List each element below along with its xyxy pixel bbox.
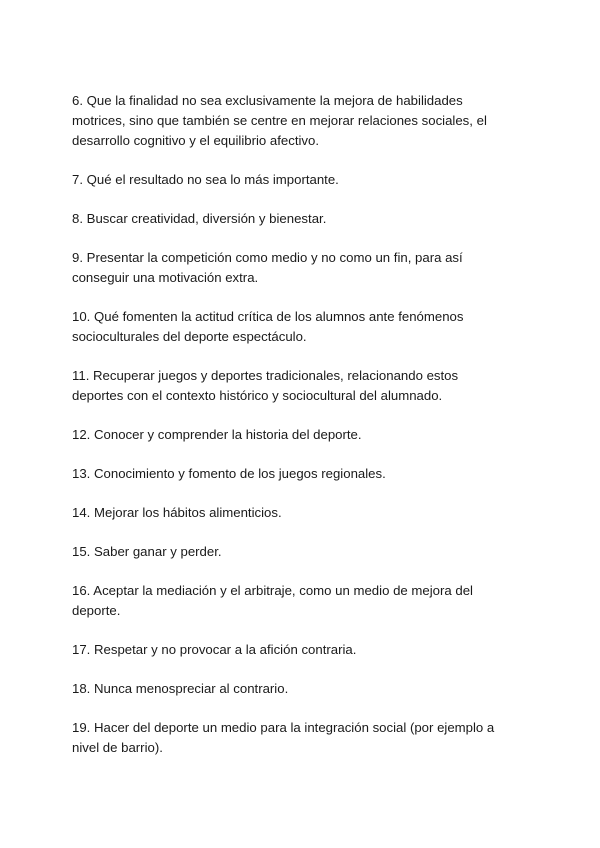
list-item-9 [72, 248, 532, 288]
list-item-line: deportes con el contexto histórico y sociocultural del alumnado. [72, 388, 443, 403]
list-item-line: 11. Recuperar juegos y deportes tradicionales, relacionando estos [72, 368, 459, 383]
list-item-line: 19. Hacer del deporte un medio para la integración social (por ejemplo a [72, 720, 495, 735]
list-item-line: 10. Qué fomenten la actitud crítica de los alumnos ante fenómenos [72, 309, 464, 324]
list-item-line: conseguir una motivación extra. [72, 270, 259, 285]
list-item-line: 18. Nunca menospreciar al contrario. [72, 681, 289, 696]
list-item-line: 7. Qué el resultado no sea lo más importante. [72, 172, 339, 187]
list-item-14 [72, 503, 532, 523]
list-item-line: 13. Conocimiento y fomento de los juegos regionales. [72, 466, 386, 481]
list-item-line: desarrollo cognitivo y el equilibrio afectivo. [72, 133, 320, 148]
list-item-6 [72, 91, 532, 151]
list-item-line: nivel de barrio). [72, 740, 163, 755]
list-item-15 [72, 542, 532, 562]
list-item-12 [72, 425, 532, 445]
list-item-line: 15. Saber ganar y perder. [72, 544, 222, 559]
list-item-13 [72, 464, 532, 484]
list-item-line: 14. Mejorar los hábitos alimenticios. [72, 505, 282, 520]
list-item-line: 9. Presentar la competición como medio y no como un fin, para así [72, 250, 463, 265]
list-item-11 [72, 366, 532, 406]
list-item-16 [72, 581, 532, 621]
list-item-8 [72, 209, 532, 229]
list-item-17 [72, 640, 532, 660]
list-item-line: 17. Respetar y no provocar a la afición contraria. [72, 642, 357, 657]
list-item-10 [72, 307, 532, 347]
list-item-line: socioculturales del deporte espectáculo. [72, 329, 307, 344]
list-item-19 [72, 718, 532, 758]
list-item-line: 6. Que la finalidad no sea exclusivamente la mejora de habilidades [72, 93, 463, 108]
list-item-line: motrices, sino que también se centre en mejorar relaciones sociales, el [72, 113, 487, 128]
list-item-18 [72, 679, 532, 699]
list-item-line: 8. Buscar creatividad, diversión y bienestar. [72, 211, 327, 226]
list-item-line: 12. Conocer y comprender la historia del deporte. [72, 427, 362, 442]
document-body [72, 91, 532, 777]
list-item-7 [72, 170, 532, 190]
list-item-line: deporte. [72, 603, 121, 618]
list-item-line: 16. Aceptar la mediación y el arbitraje, como un medio de mejora del [72, 583, 473, 598]
